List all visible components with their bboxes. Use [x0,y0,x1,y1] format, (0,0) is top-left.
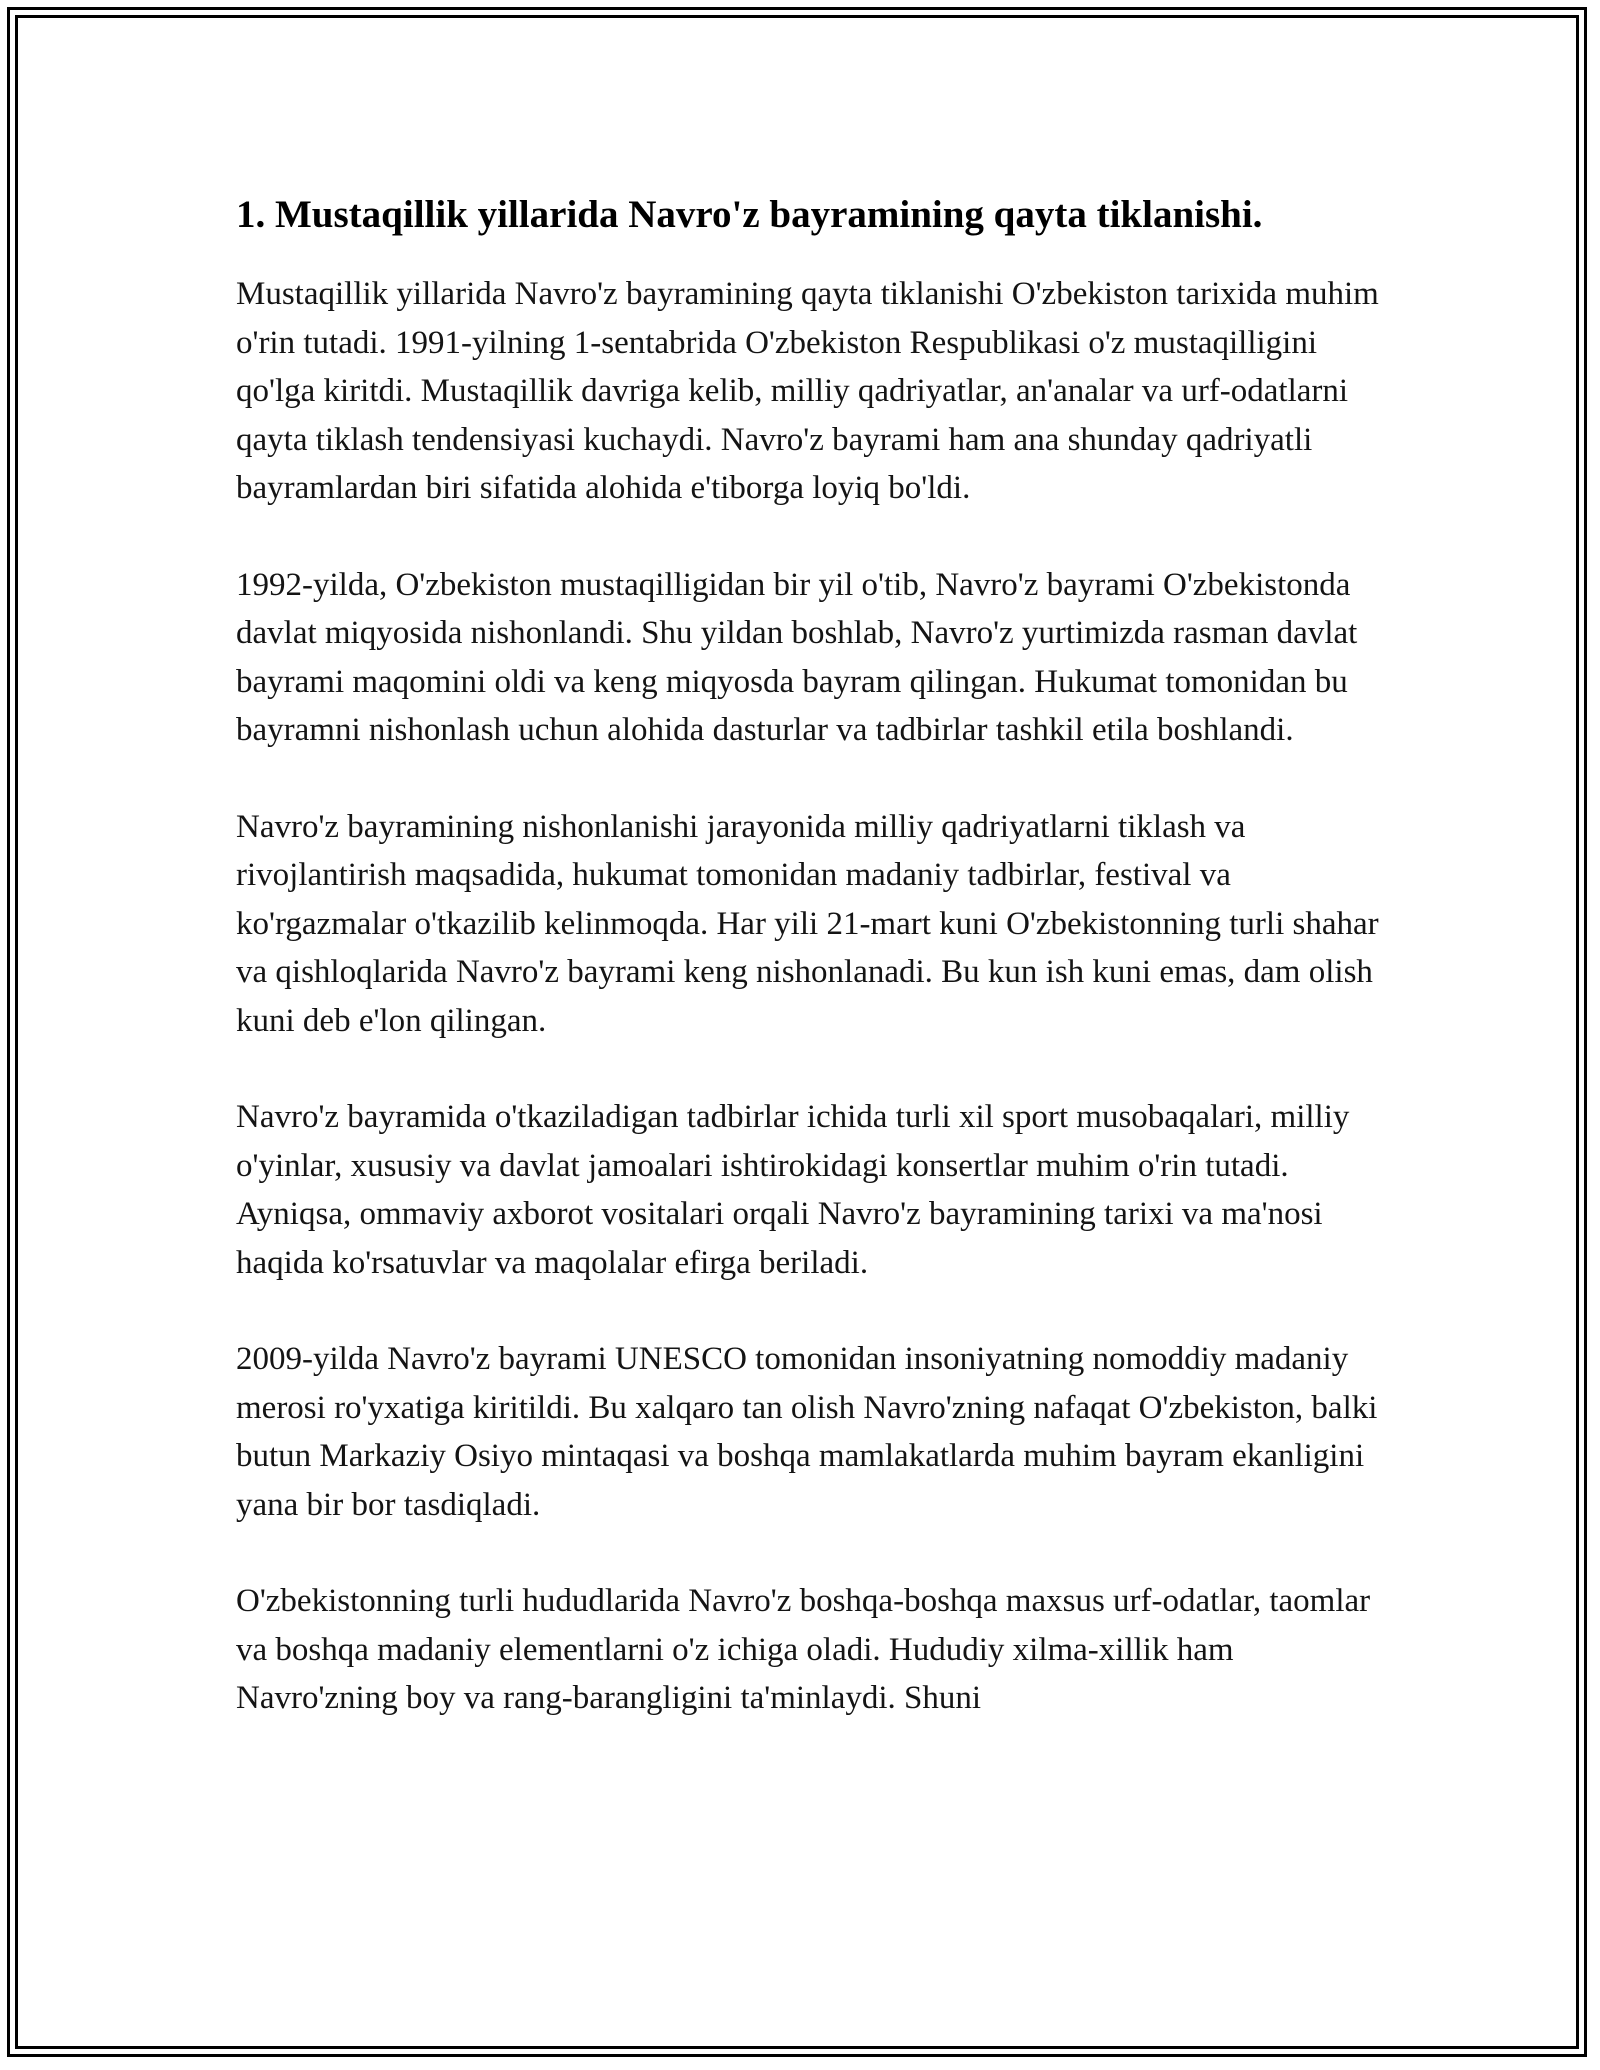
document-body [236,186,1386,1771]
paragraph-4: Navro'z bayramida o'tkaziladigan tadbirlar ichida turli xil sport musobaqalari, milliy o'yinlar, xususiy va davlat jamoalari ishtirokidagi konsertlar muhim o'rin tutadi. Ayniqsa, ommaviy axborot vositalari orqali Navro'z bayramining tarixi va ma'nosi haqida ko'rsatuvlar va maqolalar efirga beriladi. [236,1099,1350,1281]
document-title: 1. Mustaqillik yillarida Navro'z bayramining qayta tiklanishi. [236,193,1263,236]
paragraph-6: O'zbekistonning turli hududlarida Navro'z boshqa-boshqa maxsus urf-odatlar, taomlar va boshqa madaniy elementlarni o'z ichiga oladi. Hududiy xilma-xillik ham Navro'zning boy va rang-barangligini ta'minlaydi. Shuni [236,1583,1371,1716]
paragraph-2: 1992-yilda, O'zbekiston mustaqilligidan bir yil o'tib, Navro'z bayrami O'zbekistonda davlat miqyosida nishonlandi. Shu yildan boshlab, Navro'z yurtimizda rasman davlat bayrami maqomini oldi va keng miqyosda bayram qilingan. Hukumat tomonidan bu bayramni nishonlash uchun alohida dasturlar va tadbirlar tashkil etila boshlandi. [236,566,1358,748]
paragraph-5: 2009-yilda Navro'z bayrami UNESCO tomonidan insoniyatning nomoddiy madaniy merosi ro'yxatiga kiritildi. Bu xalqaro tan olish Navro'zning nafaqat O'zbekiston, balki butun Markaziy Osiyo mintaqasi va boshqa mamlakatlarda muhim bayram ekanligini yana bir bor tasdiqladi. [236,1341,1378,1523]
paragraph-1: Mustaqillik yillarida Navro'z bayramining qayta tiklanishi O'zbekiston tarixida muhim o'rin tutadi. 1991-yilning 1-sentabrida O'zbekiston Respublikasi o'z mustaqilligini qo'lga kiritdi. Mustaqillik davriga kelib, milliy qadriyatlar, an'analar va urf-odatlarni qayta tiklash tendensiyasi kuchaydi. Navro'z bayrami ham ana shunday qadriyatli bayramlardan biri sifatida alohida e'tiborga loyiq bo'ldi. [236,276,1379,506]
paragraph-3: Navro'z bayramining nishonlanishi jarayonida milliy qadriyatlarni tiklash va rivojlantirish maqsadida, hukumat tomonidan madaniy tadbirlar, festival va ko'rgazmalar o'tkazilib kelinmoqda. Har yili 21-mart kuni O'zbekistonning turli shahar va qishloqlarida Navro'z bayrami keng nishonlanadi. Bu kun ish kuni emas, dam olish kuni deb e'lon qilingan. [236,808,1379,1039]
